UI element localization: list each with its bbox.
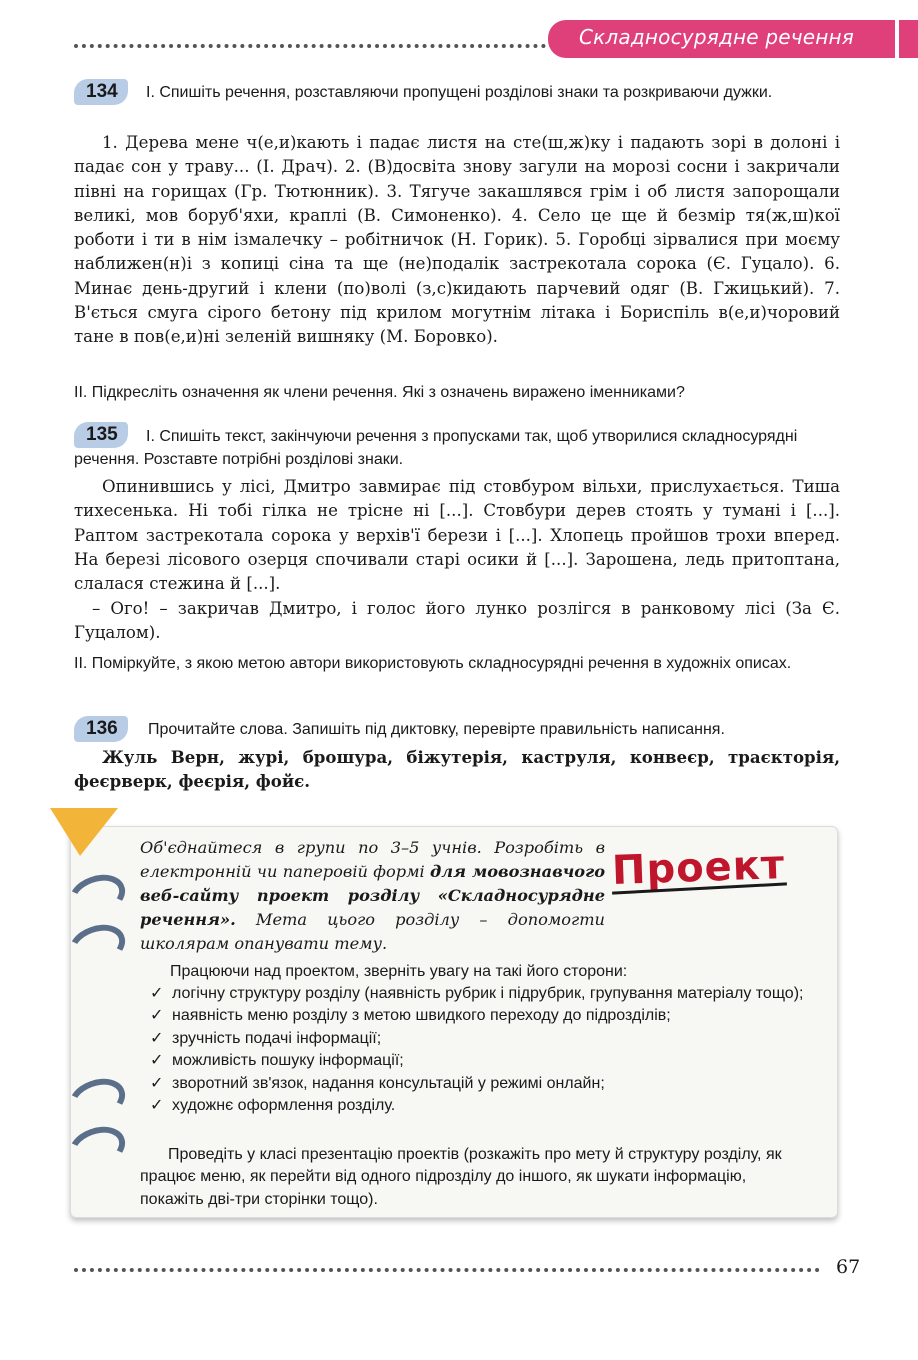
- checkmark-icon: ✓: [150, 985, 164, 1002]
- exercise-135-task-1: І. Спишіть текст, закінчуючи речення з пропусками так, щоб утворилися складносурядні речення. Розставте потрібні розділові знаки.: [74, 428, 798, 468]
- list-item: ✓ художнє оформлення розділу.: [150, 1095, 810, 1117]
- checkmark-icon: ✓: [150, 1097, 164, 1115]
- exercise-number-134: 134: [74, 79, 128, 105]
- project-checklist: [150, 983, 810, 1117]
- exercise-136-task-1: Прочитайте слова. Запишіть під диктовку, перевірте правильність написання.: [148, 721, 725, 738]
- exercise-134-task-2: ІІ. Підкресліть означення як члени речення. Які з означень виражено іменниками?: [74, 384, 685, 401]
- list-item: ✓ зручність подачі інформації;: [150, 1028, 810, 1050]
- list-item: ✓ можливість пошуку інформації;: [150, 1050, 810, 1072]
- project-intro: Об'єднайтеся в групи по 3–5 учнів. Розробіть в електронній чи паперовій формі для мовознавчого веб-сайту проект розділу «Складносурядне речення». Мета цього розділу – допомогти школярам опанувати тему.: [140, 838, 605, 953]
- checkmark-icon: ✓: [150, 1029, 164, 1047]
- exercise-134-task-1: І. Спишіть речення, розставляючи пропущені розділові знаки та розкриваючи дужки.: [146, 84, 773, 101]
- exercise-136-words: Жуль Верн, журі, брошура, біжутерія, каструля, конвеєр, траєкторія, феєрверк, феєрія, фойє.: [74, 747, 840, 792]
- exercise-135-text: Опинившись у лісі, Дмитро завмирає під стовбуром вільхи, прислухається. Тиша тихесенька. Ні тобі гілка не тріснe ні [...]. Стовбури дерев стоять у тумані і [...]. Раптом застрекотала сорока у верхів'ї берези і [...]. Хлопець пройшов трохи вперед. На березі лісового озерця спочивали старі осики й [...]. Зарошена, ледь притоптана, слалася стежина й [...].: [74, 477, 840, 594]
- section-header-tab: [548, 20, 895, 58]
- exercise-number-136: 136: [74, 716, 128, 742]
- list-item: ✓ наявність меню розділу з метою швидкого переходу до підрозділів;: [150, 1005, 810, 1027]
- checkmark-icon: ✓: [150, 1074, 164, 1092]
- header-dotted-rule: [74, 44, 546, 48]
- project-closing: Проведіть у класі презентацію проектів (розкажіть про мету й структуру розділу, як працює меню, як перейти від одного підрозділу до іншого, як шукати інформацію, покажіть дві-три сторінки тощо).: [140, 1146, 782, 1208]
- exercise-number-135: 135: [74, 422, 128, 448]
- page-number: 67: [836, 1256, 861, 1278]
- header-edge-bar: [899, 20, 918, 58]
- list-item: ✓ логічну структуру розділу (наявність рубрик і підрубрик, групування матеріалу тощо);: [150, 983, 810, 1005]
- section-title: Складносурядне речення: [578, 25, 855, 49]
- bookmark-ribbon-icon: [50, 808, 118, 856]
- exercise-135-dialogue: – Ого! – закричав Дмитро, і голос його лунко розлігся в ранковому лісі (За Є. Гуцалом).: [74, 599, 840, 643]
- exercise-135-task-2: ІІ. Поміркуйте, з якою метою автори використовують складносурядні речення в художніх описах.: [74, 655, 792, 672]
- footer-dotted-rule: [74, 1268, 820, 1272]
- project-title: Проект: [611, 841, 786, 895]
- list-item: ✓ зворотний зв'язок, надання консультацій у режимі онлайн;: [150, 1073, 810, 1095]
- project-lead: Працюючи над проектом, зверніть увагу на такі його сторони:: [170, 963, 628, 980]
- checkmark-icon: ✓: [150, 1007, 164, 1025]
- checkmark-icon: ✓: [150, 1052, 164, 1070]
- exercise-134-text: 1. Дерева мене ч(е,и)кають і падає листя на сте(ш,ж)ку і падають зорі в долоні і падає сон у траву... (І. Драч). 2. (В)досвіта знову загули на морозі сосни і закричали півні на горищах (Гр. Тютюнник). 3. Тягуче закашлявся грім і об листя запорощали великі, мов боруб'яхи, краплі (В. Симоненко). 4. Село це ще й безмір тя(ж,ш)кої роботи і ти в нім ізмалечку – робітничок (Н. Горик). 5. Горобці зірвалися при моєму наближен(н)і з копиці сіна та ще (не)подалік застрекотала сорока (Є. Гуцало). 6. Минає день-другий і клени (по)волі (з,с)кидають парчевий одяг (В. Гжицький). 7. В'ється смуга сірого бетону під крилом могутнім літака і Бориспіль в(е,и)чоровий тане в пов(е,и)ні зеленій вишняку (М. Боровко).: [74, 133, 840, 347]
